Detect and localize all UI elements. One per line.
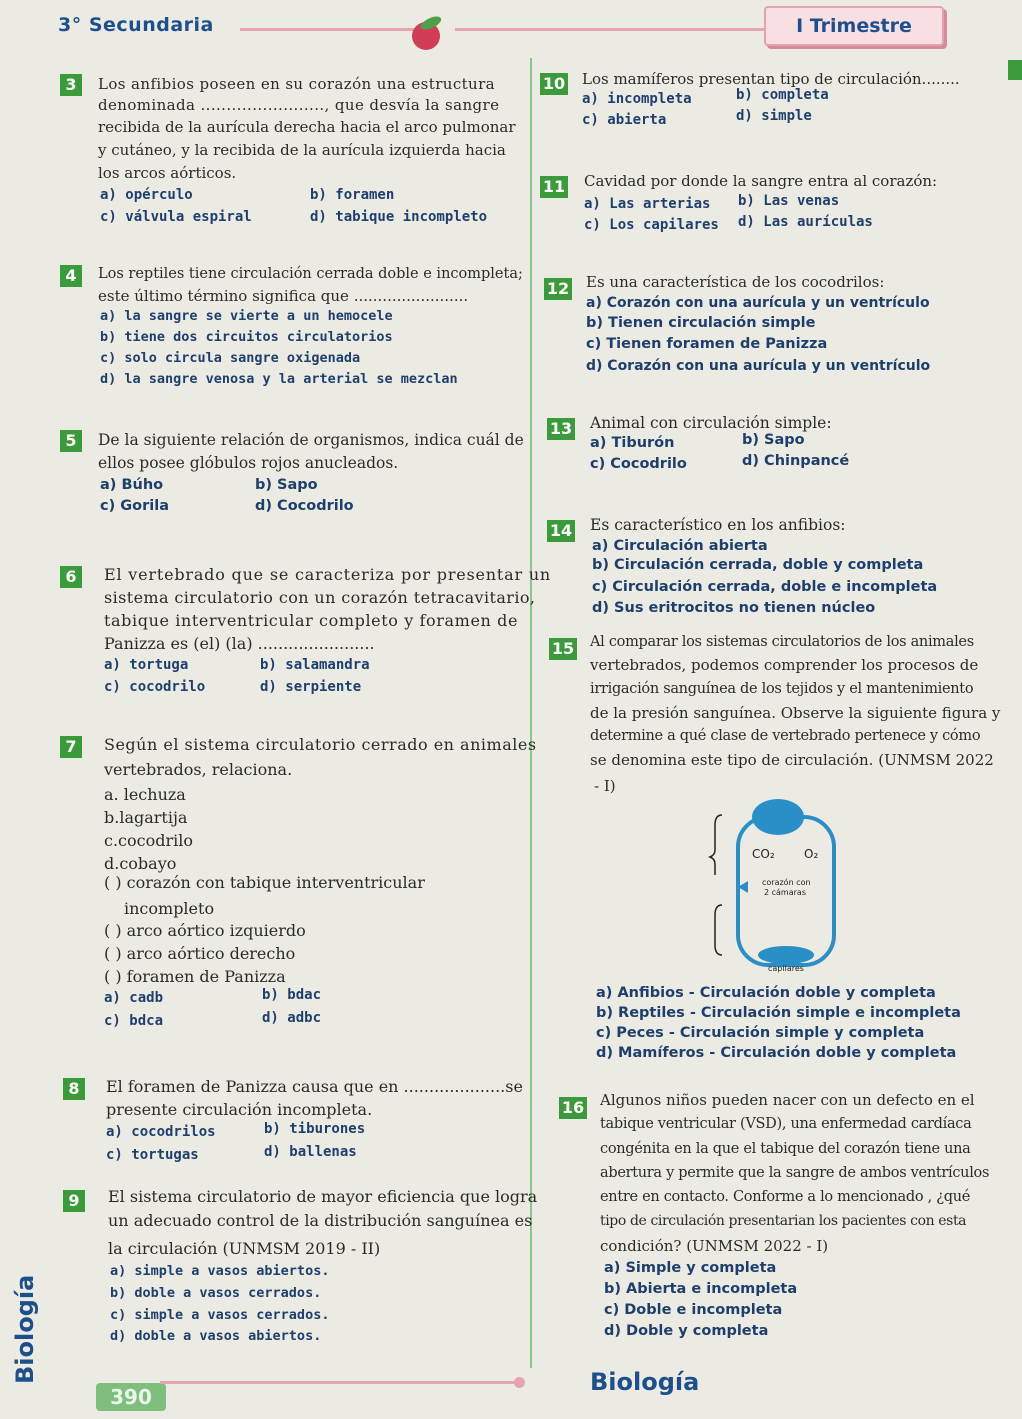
question-text: - I) (594, 777, 616, 795)
question-text: El foramen de Panizza causa que en ....................se (106, 1077, 523, 1096)
option[interactable]: b) tiburones (264, 1121, 366, 1137)
option[interactable]: d) Mamíferos - Circulación doble y completa (596, 1045, 957, 1061)
option[interactable]: b) bdac (262, 987, 322, 1003)
question-text: un adecuado control de la distribución sanguínea es (108, 1211, 533, 1230)
option[interactable]: b) Tienen circulación simple (586, 315, 816, 331)
option[interactable]: c) bdca (104, 1013, 164, 1029)
list-item: c.cocodrilo (104, 831, 193, 850)
option[interactable]: b) doble a vasos cerrados. (110, 1285, 322, 1301)
option[interactable]: b) foramen (310, 187, 395, 203)
option[interactable]: b) Circulación cerrada, doble y completa (592, 557, 924, 573)
question-number: 8 (63, 1078, 85, 1100)
question-text: Animal con circulación simple: (590, 414, 832, 432)
question-text: Al comparar los sistemas circulatorios de los animales (590, 634, 974, 650)
option[interactable]: a) Simple y completa (604, 1260, 777, 1276)
term-badge: I Trimestre (764, 6, 944, 46)
option[interactable]: c) abierta (582, 112, 667, 128)
option[interactable]: c) Gorila (100, 498, 170, 514)
question-text: determine a qué clase de vertebrado pertenece y cómo (590, 728, 981, 744)
option[interactable]: a) Tiburón (590, 435, 675, 451)
question-text: vertebrados, relaciona. (104, 760, 293, 779)
question-text: Es característico en los anfibios: (590, 516, 846, 534)
question-text: Cavidad por donde la sangre entra al corazón: (584, 172, 938, 190)
question-text: tabique ventricular (VSD), una enfermedad cardíaca (600, 1116, 972, 1132)
option[interactable]: a) Las arterias (584, 196, 711, 212)
question-text: El vertebrado que se caracteriza por presentar un (104, 565, 552, 584)
option[interactable]: d) doble a vasos abiertos. (110, 1328, 322, 1344)
brace (710, 815, 722, 875)
header-divider (240, 28, 430, 31)
question-number: 16 (559, 1097, 587, 1119)
side-subject-label: Biología (11, 1274, 39, 1384)
list-item: a. lechuza (104, 785, 186, 804)
question-text: denominada ........................, que desvía la sangre (98, 96, 500, 114)
option[interactable]: b) completa (736, 87, 829, 103)
option[interactable]: d) adbc (262, 1010, 322, 1026)
question-number: 9 (63, 1190, 85, 1212)
question-text: de la presión sanguínea. Observe la siguiente figura y (590, 704, 1001, 722)
question-text: congénita en la que el tabique del corazón tiene una (600, 1141, 971, 1157)
footer-subject: Biología (590, 1368, 700, 1396)
question-text: irrigación sanguínea de los tejidos y el mantenimiento (590, 681, 974, 697)
question-number: 6 (60, 566, 82, 588)
column-divider (530, 58, 532, 1368)
option[interactable]: a) Anfibios - Circulación doble y completa (596, 985, 936, 1001)
option[interactable]: c) Circulación cerrada, doble e incompleta (592, 579, 938, 595)
option[interactable]: b) Sapo (255, 477, 318, 493)
question-number: 7 (60, 736, 82, 758)
question-text: Algunos niños pueden nacer con un defecto en el (600, 1091, 975, 1109)
option[interactable]: a) Búho (100, 477, 164, 493)
option[interactable]: d) la sangre venosa y la arterial se mezclan (100, 371, 458, 387)
question-text: presente circulación incompleta. (106, 1100, 373, 1119)
question-text: Los reptiles tiene circulación cerrada doble e incompleta; (98, 266, 523, 282)
match-item-cont: incompleto (124, 899, 215, 918)
question-number: 3 (60, 74, 82, 96)
option[interactable]: a) opérculo (100, 187, 193, 203)
option[interactable]: b) Sapo (742, 432, 805, 448)
match-item[interactable]: ( ) arco aórtico derecho (104, 944, 296, 963)
option[interactable]: d) Chinpancé (742, 453, 850, 469)
option[interactable]: a) simple a vasos abiertos. (110, 1263, 330, 1279)
gill-capillaries (752, 799, 804, 835)
option[interactable]: b) salamandra (260, 657, 370, 673)
question-text: tabique interventricular completo y foramen de (104, 611, 519, 630)
question-text: Los mamíferos presentan tipo de circulación........ (582, 70, 960, 88)
option[interactable]: c) Tienen foramen de Panizza (586, 336, 828, 352)
question-text: recibida de la aurícula derecha hacia el arco pulmonar (98, 118, 516, 136)
question-text: ellos posee glóbulos rojos anucleados. (98, 454, 399, 472)
question-text: Panizza es (el) (la) ....................... (104, 634, 375, 653)
o2-label: O₂ (804, 847, 819, 861)
option[interactable]: d) Las aurículas (738, 214, 873, 230)
question-number: 15 (549, 638, 577, 660)
option[interactable]: c) válvula espiral (100, 209, 252, 225)
question-text: abertura y permite que la sangre de ambos ventrículos (600, 1165, 990, 1181)
option[interactable]: c) solo circula sangre oxigenada (100, 350, 361, 366)
circulation-diagram (700, 795, 860, 980)
question-text: El sistema circulatorio de mayor eficiencia que logra (108, 1187, 538, 1206)
option[interactable]: d) simple (736, 108, 812, 124)
footer-divider (160, 1381, 520, 1384)
footer-dot (514, 1377, 525, 1388)
option[interactable]: a) Circulación abierta (592, 538, 768, 554)
option[interactable]: a) incompleta (582, 91, 692, 107)
page-number: 390 (96, 1383, 166, 1411)
option[interactable]: a) cadb (104, 990, 164, 1006)
option[interactable]: d) tabique incompleto (310, 209, 488, 225)
header-divider-right (455, 28, 765, 31)
option[interactable]: a) la sangre se vierte a un hemocele (100, 308, 393, 324)
question-number: 5 (60, 430, 82, 452)
heart-label: 2 cámaras (764, 888, 806, 897)
question-number: 14 (547, 520, 575, 542)
option[interactable]: d) Corazón con una aurícula y un ventrículo (586, 358, 931, 374)
option[interactable]: b) Abierta e incompleta (604, 1281, 798, 1297)
option[interactable]: b) Reptiles - Circulación simple e incompleta (596, 1005, 961, 1021)
question-text: los arcos aórticos. (98, 164, 237, 182)
option[interactable]: c) cocodrilo (104, 679, 206, 695)
co2-label: CO₂ (752, 847, 775, 861)
option[interactable]: c) simple a vasos cerrados. (110, 1307, 330, 1323)
question-text: sistema circulatorio con un corazón tetracavitario, (104, 588, 536, 607)
question-number: 11 (540, 176, 568, 198)
question-text: y cutáneo, y la recibida de la aurícula izquierda hacia (98, 141, 506, 159)
match-item[interactable]: ( ) corazón con tabique interventricular (104, 873, 425, 892)
question-number: 4 (60, 265, 82, 287)
question-text: este último término significa que ........................ (98, 287, 469, 305)
option[interactable]: d) Sus eritrocitos no tienen núcleo (592, 600, 876, 616)
option[interactable]: d) Cocodrilo (255, 498, 354, 514)
brace (715, 905, 722, 955)
option[interactable]: c) Peces - Circulación simple y completa (596, 1025, 925, 1041)
question-text: condición? (UNMSM 2022 - I) (600, 1237, 829, 1255)
match-item[interactable]: ( ) arco aórtico izquierdo (104, 921, 306, 940)
question-text: tipo de circulación presentarian los pacientes con esta (600, 1213, 967, 1229)
option[interactable]: c) Doble e incompleta (604, 1302, 783, 1318)
option[interactable]: a) tortuga (104, 657, 189, 673)
option[interactable]: a) Corazón con una aurícula y un ventrículo (586, 295, 930, 311)
question-number: 13 (547, 418, 575, 440)
question-number: 10 (540, 73, 568, 95)
match-item[interactable]: ( ) foramen de Panizza (104, 967, 286, 986)
question-text: Es una característica de los cocodrilos: (586, 273, 885, 291)
question-text: se denomina este tipo de circulación. (UNMSM 2022 (590, 751, 994, 769)
body-capillaries (758, 946, 814, 964)
page-tab (1008, 60, 1022, 80)
list-item: d.cobayo (104, 854, 177, 873)
option[interactable]: b) tiene dos circuitos circulatorios (100, 329, 393, 345)
question-text: De la siguiente relación de organismos, indica cuál de (98, 431, 524, 449)
option[interactable]: d) ballenas (264, 1144, 357, 1160)
option[interactable]: c) Los capilares (584, 217, 719, 233)
list-item: b.lagartija (104, 808, 188, 827)
option[interactable]: c) tortugas (106, 1147, 199, 1163)
question-text: Según el sistema circulatorio cerrado en animales (104, 735, 537, 754)
capillaries-label: capilares (768, 964, 804, 973)
question-text: la circulación (UNMSM 2019 - II) (108, 1239, 381, 1258)
option[interactable]: c) Cocodrilo (590, 456, 687, 472)
question-number: 12 (544, 278, 572, 300)
question-text: vertebrados, podemos comprender los procesos de (590, 656, 979, 674)
option[interactable]: a) cocodrilos (106, 1124, 216, 1140)
grade-label: 3° Secundaria (58, 14, 214, 36)
question-text: Los anfibios poseen en su corazón una estructura (98, 75, 496, 93)
option[interactable]: b) Las venas (738, 193, 840, 209)
heart-label: corazón con (762, 878, 811, 887)
option[interactable]: d) Doble y completa (604, 1323, 769, 1339)
question-text: entre en contacto. Conforme a lo mencionado , ¿qué (600, 1189, 971, 1205)
option[interactable]: d) serpiente (260, 679, 362, 695)
